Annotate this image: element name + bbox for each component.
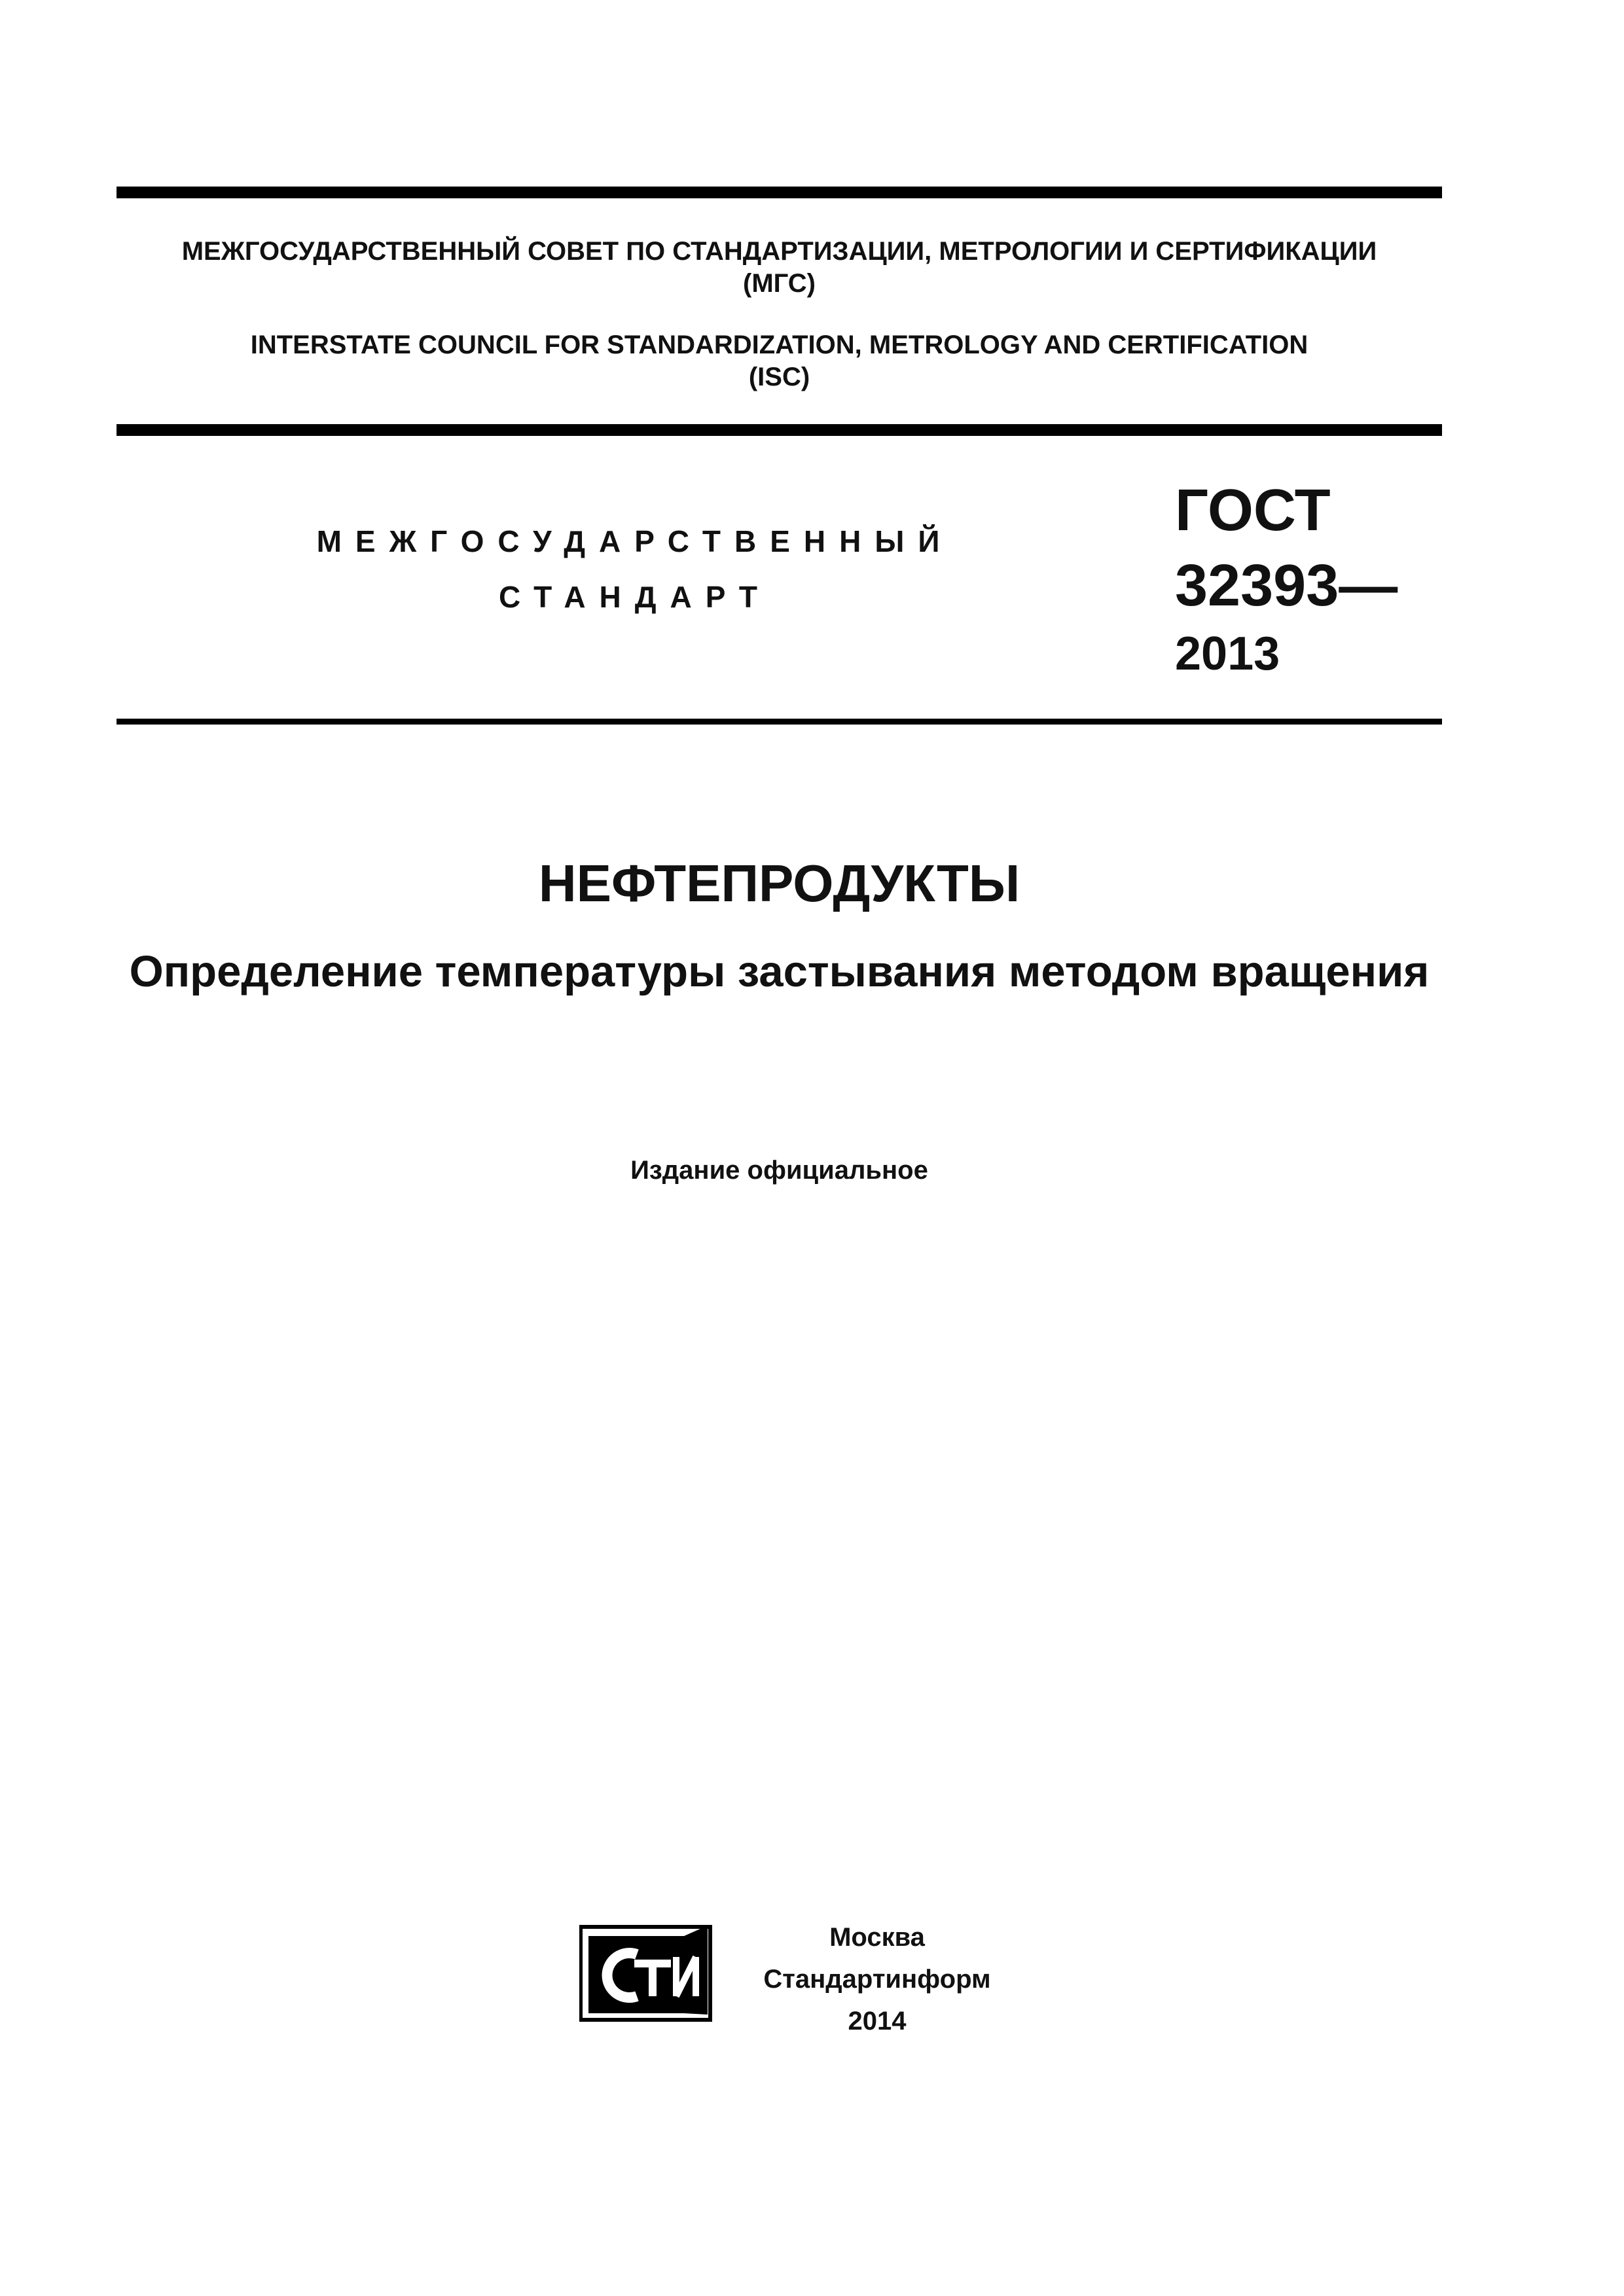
publication-year: 2014 — [848, 2007, 907, 2036]
publisher-name: Стандартинформ — [763, 1965, 991, 1994]
gost-designation: ГОСТ — [1175, 478, 1331, 543]
document-title: НЕФТЕПРОДУКТЫ — [538, 854, 1020, 912]
standartinform-logo-icon — [579, 1923, 713, 2022]
gost-year: 2013 — [1175, 628, 1280, 680]
council-abbr-ru: (МГС) — [743, 269, 816, 298]
publisher-city: Москва — [829, 1923, 925, 1952]
gost-number: 32393— — [1175, 553, 1398, 619]
middle-rule — [117, 424, 1442, 436]
council-name-ru: МЕЖГОСУДАРСТВЕННЫЙ СОВЕТ ПО СТАНДАРТИЗАЦИИ, МЕТРОЛОГИИ И СЕРТИФИКАЦИИ — [181, 237, 1377, 266]
council-abbr-en: (ISC) — [748, 363, 810, 391]
document-subtitle: Определение температуры застывания методом вращения — [129, 947, 1430, 996]
standard-label-line2: СТАНДАРТ — [499, 580, 771, 614]
lower-rule — [117, 719, 1442, 725]
standard-label-line1: МЕЖГОСУДАРСТВЕННЫЙ — [316, 524, 954, 558]
edition-note: Издание официальное — [630, 1156, 928, 1185]
top-rule — [117, 187, 1442, 198]
council-name-en: INTERSTATE COUNCIL FOR STANDARDIZATION, METROLOGY AND CERTIFICATION — [250, 331, 1308, 359]
